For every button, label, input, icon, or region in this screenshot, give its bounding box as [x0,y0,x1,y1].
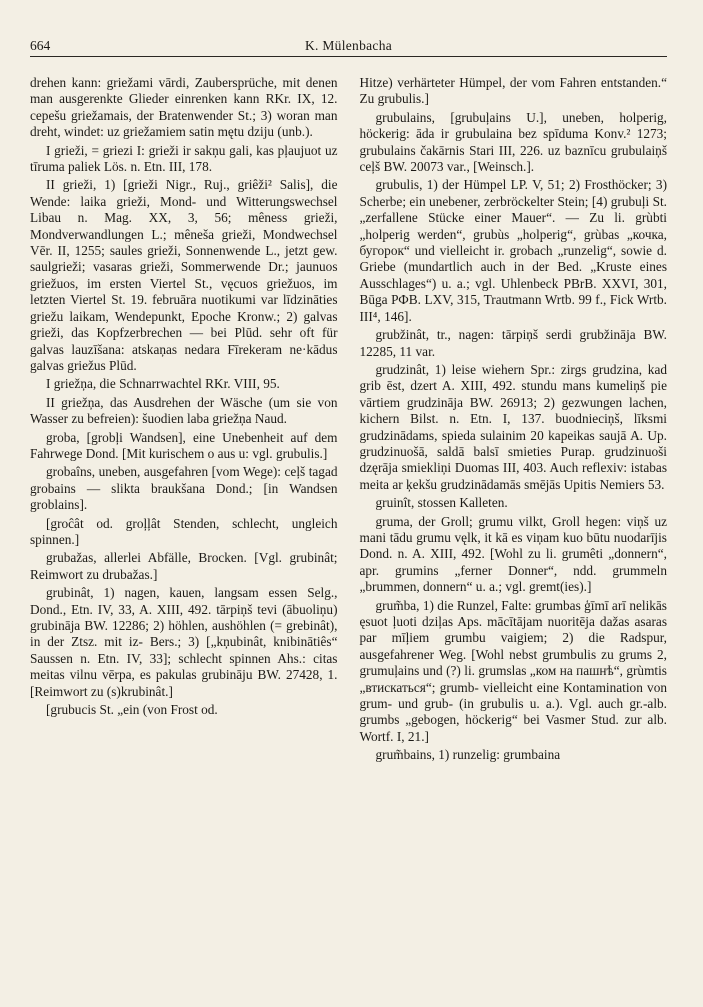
text-columns [30,75,667,766]
dictionary-entry-griezna-1: I griežņa, die Schnarrwachtel RKr. VIII, 95. [46,376,280,392]
dictionary-entry-grubinat: grubinât, 1) nagen, kauen, langsam essen Selg., Dond., Etn. IV, 33, A. XIII, 492. tārpiņš tevi (ābuoliņu) grubināja BW. 12286; 2) höhlen, aushöhlen (= grebinât), in der Ztsz. mit iz- Bers.; 3) [„kņubinât, knibinātiês“ Saussen n. Etn. IV, 33]; schlecht spinnen Ahs.: citas meitas vilnu vērpa, es pakulas grubināju BW. 27428, 1. [Reimwort zu (s)krubinât.] [30,585,338,699]
dictionary-entry-cont-2: Hitze) verhärteter Hümpel, der vom Fahren entstanden.“ Zu grubulis.] [359,75,667,107]
dictionary-entry-groba: groba, [grobļi Wandsen], eine Unebenheit auf dem Fahrwege Dond. [Mit kurischem o aus u: vgl. grubulis.] [30,429,338,461]
right-column [360,75,668,766]
dictionary-entry-griezna-2: II griežņa, das Ausdrehen der Wäsche (um sie von Wasser zu befreien): šuodien laba griežņa Naud. [30,394,338,427]
dictionary-entry-griezi-2: II grieži, 1) [grieži Nigr., Ruj., griêži² Salis], die Wende: laika grieži, Mond- und Witterungswechsel Libau n. Mag. XX, 3, 56; mêness grieži, Mondverwandlungen L.; mêneša grieži, Mondwechsel Vēr. II, 1255; saules grieži, Sonnenwende L., jetzt gew. saulgrieži; vasaras grieži, Sommerwende Dr.; jaunuos griežuos, im ersten Viertel St., vęcuos griežuos, im letzten Viertel St. 19. februāra nuotikumi var līdzināties griežu laikam, Wendepunkt, Epoche Kronw.; 2) galvas grieži, das Kopfzerbrechen — bei Plūd. sehr oft für galvas lauzīšana: atskaņas nedara Fīrekeram ne·kādus galvas griežus Plūd. [30,177,338,373]
dictionary-entry-grudzinat: grudzinât, 1) leise wiehern Spr.: zirgs grudzina, kad grib ēst, dzert A. XIII, 492. stundu mans kumeliņš pie vārtiem grudzināja BW. 26913; 2) gezwungen lachen, kichern Bilst. n. Etn. I, 137. buodnieciņš, līksmi grudzinādams, spieda sulainim 20 kapeikas saujā A. Up. grudzinuošā, saldā balsī smieties Purap. grudzinuoši dzęrāja smiekliņi Duomas III, 403. Auch reflexiv: istabas meita ar ķekšu grudzinādamās smējās Upitis Nemiers 53. [359,361,667,492]
dictionary-entry-grubulains: grubulains, [grubuļains U.], uneben, holperig, höckerig: āda ir grubulaina bez spīduma Konv.² 1273; grubulains čakārnis Stari III, 226. uz baznīcu grubulaiņš ceļš BW. 20073 var., [Weinsch.]. [359,109,667,175]
dictionary-entry-grumba: grum̃ba, 1) die Runzel, Falte: grumbas ģīmī arī nelikās ęsuot ļuoti dziļas Aps. mācītājam nuoritēja dažas asaras par mīļiem grumbu vaigiem; 2) die Radspur, ausgefahrener Weg. [Wohl nebst grumbulis zu grums 2, grumuļains und (?) li. grumslas „ком на пашнѣ“, grùmtis „втискаться“; grumb- vielleicht eine Kontamination von grum- und grub- (in grubulis u. a.). Vgl. auch gr.-alb. grumbs „gebogen, höckerig“ bei Vasmer Stud. zur alb. Wortf. I, 21.] [359,597,667,744]
dictionary-entry-grocat: [groĉât od. groļļât Stenden, schlecht, ungleich spinnen.] [30,515,338,547]
dictionary-entry-grumbains: grum̃bains, 1) runzelig: grumbaina [375,747,561,763]
dictionary-entry-grobains: grobaîns, uneben, ausgefahren [vom Wege): ceļš tagad grobains — slikta braukšana Dond.; [in Wandsen groblains]. [30,464,338,513]
dictionary-entry-gruma: gruma, der Groll; grumu vilkt, Groll hegen: viņš uz mani tādu grumu vęlk, it kā es viņam kuo būtu nuodarījis Dond. n. A. XIII, 492. [Wohl zu li. grumêti „donnern“, apr. grumins „ferner Donner“, ndd. grummeln „brummen, donnern“ u. a.; vgl. gremt(ies).] [359,513,667,595]
dictionary-entry-cont-1: drehen kann: griežami vārdi, Zaubersprüche, mit denen man ausgerenkte Glieder einrenken kann RKr. IX, 12. cepešu griežamais, der Bratenwender St.; 3) woran man dreht, windet: uz griežamiem satin mętu dziju (unb.). [30,75,338,140]
page-number: 664 [30,38,51,53]
dictionary-entry-grubazas: grubažas, allerlei Abfälle, Brocken. [Vgl. grubinât; Reimwort zu drubažas.] [30,550,338,582]
running-title: K. Mülenbacha [304,38,393,53]
dictionary-entry-gruinit: gruinît, stossen Kalleten. [375,495,508,511]
dictionary-entry-grubulis: grubulis, 1) der Hümpel LP. V, 51; 2) Frosthöcker; 3) Scherbe; ein unebener, zerbröckelter Stein; [4) grubuļi St. „zerfallene Stücke einer Mauer“. — Zu li. grùbti „holperig werden“, grubùs „holperig“, grùbas „кочка, бугорок“ und vielleicht ir. grobach „runzelig“, sowie d. Griebe (mundartlich auch in der Bed. „Kruste eines Ausschlages“) u. a.; vgl. Uhlenbeck PBrB. XXVI, 301, Būga РФВ. LXV, 315, Trautmann Wrtb. 99 f., Fick Wrtb. III⁴, 146]. [359,177,667,324]
running-head [30,36,667,57]
left-column [30,75,338,766]
dictionary-entry-grubucis: [grubucis St. „ein (von Frost od. [46,702,218,718]
dictionary-entry-griezi-1: I grieži, = griezi I: grieži ir sakņu gali, kas pļaujuot uz tīruma paliek Lös. n. Etn. III, 178. [30,142,338,175]
dictionary-entry-grubzinat: grubžinât, tr., nagen: tārpiņš serdi grubžināja BW. 12285, 11 var. [359,327,667,359]
